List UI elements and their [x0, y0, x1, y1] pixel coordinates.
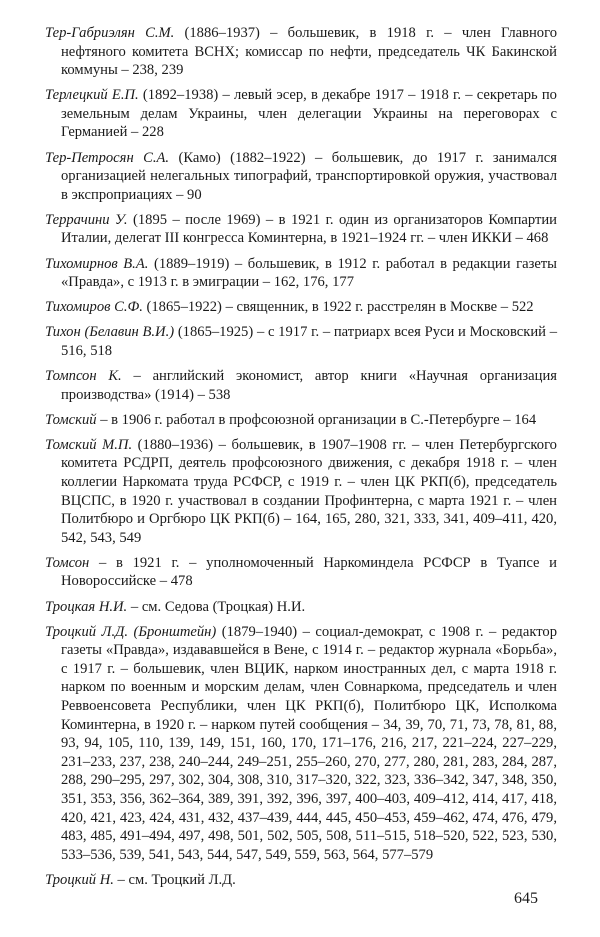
entry-name: Террачини У.: [45, 211, 128, 228]
entry-text: – см. Седова (Троцкая) Н.И.: [127, 598, 306, 615]
entry-text: (1889–1919) – большевик, в 1912 г. работал в редакции газеты «Правда», с 1913 г. в эмиграции – 162, 176, 177: [61, 255, 557, 291]
index-entry: [45, 149, 557, 205]
entry-text: (Камо) (1882–1922) – большевик, до 1917 г. занимался организацией нелегальных типографий, транспортировкой оружия, участвовал в экспроприациях – 90: [61, 149, 557, 203]
entry-name: Тер-Петросян С.А.: [45, 149, 170, 166]
index-entry: [45, 24, 557, 80]
entry-text: (1892–1938) – левый эсер, в декабре 1917 – 1918 г. – секретарь по земельным делам Украины, член делегации Украины на переговорах с Германией – 228: [61, 87, 557, 141]
entry-text: – в 1921 г. – уполномоченный Наркоминдела РСФСР в Туапсе и Новороссийске – 478: [61, 554, 557, 590]
entry-name: Томский: [45, 411, 97, 428]
entry-name: Троцкая Н.И.: [45, 598, 128, 615]
index-entry: [45, 86, 557, 142]
entry-name: Троцкий Л.Д. (Бронштейн): [45, 623, 217, 640]
entry-name: Тихомиров С.Ф.: [45, 299, 143, 316]
index-entry: [45, 871, 557, 890]
entry-name: Троцкий Н.: [45, 871, 114, 888]
entry-name: Тихомирнов В.А.: [45, 255, 149, 272]
entry-text: (1886–1937) – большевик, в 1918 г. – член Главного нефтяного комитета ВСНХ; комиссар по нефти, председатель ЧК Бакинской коммуны – 238, 239: [61, 25, 558, 79]
index-entry: [45, 323, 557, 360]
index-entry: [45, 598, 557, 617]
entry-text: – в 1906 г. работал в профсоюзной организации в С.-Петербурге – 164: [96, 411, 537, 428]
entry-name: Терлецкий Е.П.: [45, 87, 139, 104]
entry-text: – английский экономист, автор книги «Научная организация производства» (1914) – 538: [61, 368, 557, 403]
index-entry: [45, 436, 557, 548]
entry-name: Томпсон К.: [45, 368, 122, 384]
index-page: [45, 24, 557, 896]
entry-text: – см. Троцкий Л.Д.: [113, 871, 236, 888]
index-entry: [45, 211, 557, 248]
entry-text: (1880–1936) – большевик, в 1907–1908 гг. – член Петербургского комитета РСДРП, деятель профсоюзного движения, с декабря 1918 г. – член коллегии Наркомата труда РСФСР, с 1919 г. – член ЦК РКП(б), председатель ВЦСПС, в 1920 г. участвовал в создании Профинтерна, с марта 1921 г. – член Политбюро и Оргбюро ЦК РКП(б) – 164, 165, 280, 321, 333, 341, 409–411, 420, 542, 543, 549: [61, 436, 557, 546]
entry-text: (1895 – после 1969) – в 1921 г. один из организаторов Компартии Италии, делегат III конгресса Коминтерна, в 1921–1924 гг. – член ИККИ – 468: [61, 211, 557, 247]
index-entry: [45, 411, 557, 430]
index-entry: [45, 623, 557, 865]
entry-text: (1879–1940) – социал-демократ, с 1908 г. – редактор газеты «Правда», издававшейся в Вене, с 1914 г. – редактор журнала «Борьба», с 1917 г. – большевик, член ВЦИК, нарком иностранных дел, с марта 1918 г. нарком по военным и морским делам, член Совнаркома, председатель и член Реввоенсовета Республики, член ЦК РКП(б), Политбюро ЦК, Исполкома Коминтерна, в 1920 г. – нарком путей сообщения – 34, 39, 70, 71, 73, 78, 81, 88, 93, 94, 105, 110, 139, 149, 151, 160, 170, 171–176, 216, 217, 221–224, 227–229, 231–233, 237, 238, 240–244, 249–251, 255–260, 270, 277, 280, 281, 283, 284, 287, 288, 290–295, 297, 302, 304, 308, 310, 317–320, 322, 323, 336–342, 347, 348, 350, 351, 353, 356, 362–364, 389, 391, 392, 396, 397, 400–403, 409–412, 414, 417, 418, 420, 421, 423, 424, 431, 432, 437–439, 444, 445, 450–453, 459–462, 474, 476, 479, 483, 485, 491–494, 497, 498, 501, 502, 505, 508, 511–515, 518–520, 522, 523, 530, 533–536, 539, 541, 543, 544, 547, 549, 559, 563, 564, 577–579: [61, 623, 557, 863]
index-entry: [45, 554, 557, 591]
entry-name: Тер-Габриэлян С.М.: [45, 25, 175, 41]
entry-text: (1865–1922) – священник, в 1922 г. расстрелян в Москве – 522: [142, 299, 534, 316]
index-entry: [45, 298, 557, 317]
page-number: 645: [514, 890, 538, 907]
index-entry: [45, 255, 557, 292]
index-entry: [45, 367, 557, 404]
entry-text: (1865–1925) – с 1917 г. – патриарх всея Руси и Московский – 516, 518: [61, 324, 557, 359]
entry-name: Томсон: [45, 554, 90, 571]
entry-name: Томский М.П.: [45, 436, 133, 453]
entry-name: Тихон (Белавин В.И.): [45, 324, 175, 341]
